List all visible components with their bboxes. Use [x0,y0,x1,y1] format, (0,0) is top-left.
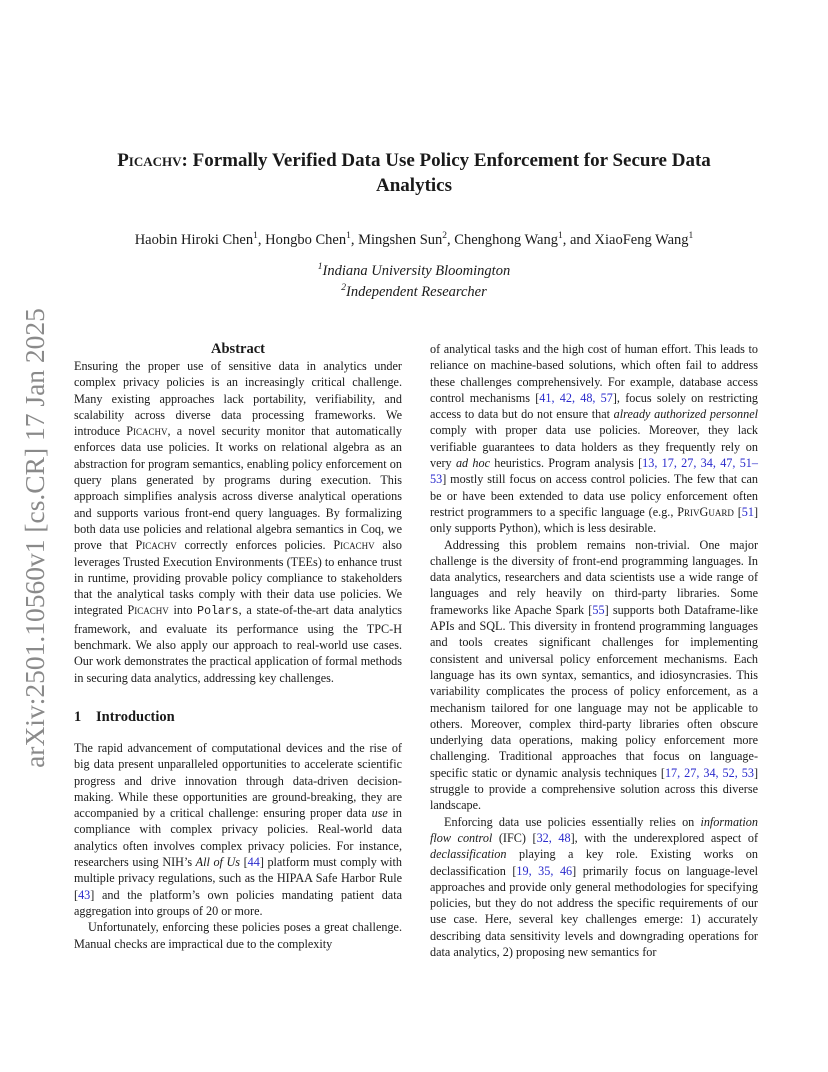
paper-title [80,148,748,198]
citation-link[interactable]: 13, 17, 27, 34, 47, 51–53 [430,456,758,487]
body-paragraph: Enforcing data use policies essentially relies on information flow control (IFC) [32, 48], with the underexplored aspect of declassification playing a key role. Existing works on declassification [19, 35, 46] primarily focus on language-level approaches and provide only general methodologies for specifying policies, but they do not address the specific requirements of our use case. Here, several key challenges emerge: 1) accurately describing data sensitivity levels and downgrading operations for data analytics, 2) proposing new semantics for [430,814,759,959]
intro-paragraph-2: Unfortunately, enforcing these policies poses a great challenge. Manual checks are impractical due to the complexity [74,920,402,951]
author-affiliation-mark: 1 [253,231,258,242]
author: Haobin Hiroki Chen [134,232,254,248]
affiliation-number: 2 [341,283,346,294]
author-affiliation-mark: 1 [346,231,351,242]
left-column [74,341,402,952]
arxiv-identifier: arXiv:2501.10560v1 [cs.CR] 17 Jan 2025 [19,308,50,768]
citation-link[interactable]: 32, 48 [536,830,571,845]
right-column [430,341,758,960]
author-separator: , [350,232,359,248]
system-name: Picachv [117,150,182,171]
citation-link[interactable]: 19, 35, 46 [516,863,573,878]
author: XiaoFeng Wang [594,232,689,248]
citation-link[interactable]: 41, 42, 48, 57 [539,390,613,405]
author-separator: , [447,232,455,248]
affiliation [80,261,748,281]
body-paragraph: of analytical tasks and the high cost of human effort. This leads to reliance on machine-based solutions, which often fail to address these challenges comprehensively. For example, database access control mechanisms [41, 42, 48, 57], focus solely on restricting access to data but do not ensure that already authorized personnel comply with proper data use policies. Moreover, they lack verifiable guarantees to data holders as they frequently rely on very ad hoc heuristics. Program analysis [13, 17, 27, 34, 47, 51–53] mostly still focus on access control policies. The few that can be or have been extended to data use policy enforcement often restrict programmers to a specific language (e.g., PrivGuard [51] only supports Python), which is less desirable. [430,342,759,536]
citation-link[interactable]: 55 [592,602,605,617]
abstract-paragraph: Ensuring the proper use of sensitive data in analytics under complex privacy policies is an increasingly critical challenge. Many existing approaches lack portability, verifiability, and scalability across diverse data processing frameworks. We introduce Picachv, a novel security monitor that automatically enforces data use policies. It works on relational algebra as an abstraction for program semantics, enabling policy enforcement on query plans generated by programs during execution. This approach simplifies analysis across diverse analytical operations and supports various front-end query languages. By formalizing both data use policies and relational algebra semantics in Coq, we prove that Picachv correctly enforces policies. Picachv also leverages Trusted Execution Environments (TEEs) to enhance trust in runtime, providing provable policy compliance to stakeholders that the analytical tasks comply with their data use policies. We integrated Picachv into Polars, a state-of-the-art data analytics framework, and evaluate its performance using the TPC-H benchmark. We also apply our approach to real-world use cases. Our work demonstrates the practical application of formal methods in securing data analytics, addressing key challenges. [74,359,403,685]
author-separator: , and [562,232,595,248]
author: Mingshen Sun [358,232,443,248]
body-paragraph: Addressing this problem remains non-trivial. One major challenge is the diversity of front-end programming languages. In data analytics, researchers and data scientists use a wide range of languages and rely heavily on third-party libraries. Some frameworks like Apache Spark [55] supports both Dataframe-like APIs and SQL. This diversity in frontend programming languages and tools creates significant challenges for implementing consistent and universal policy enforcement mechanisms. Each language has its own syntax, semantics, and idiosyncrasies. This variability complicates the process of policy enforcement, as a mechanism tailored for one language may not be applicable to others. Moreover, complex third-party libraries often obscure underlying data operations, making policy enforcement more challenging. Traditional approaches that focus on language-specific static or dynamic analysis techniques [17, 27, 34, 52, 53] struggle to provide a comprehensive solution across this diverse landscape. [430,537,758,813]
affiliation-name: Indiana University Bloomington [322,263,511,279]
affiliation-number: 1 [317,262,323,273]
affiliation-name: Independent Researcher [345,284,487,300]
author-affiliation-mark: 1 [557,231,563,242]
author-separator: , [257,232,266,248]
intro-paragraph-1: The rapid advancement of computational devices and the rise of big data present unparalleled opportunities to accelerate scientific progress and drive innovation through data-driven decision-making. While these opportunities are ground-breaking, they are accompanied by a critical challenge: ensuring proper data use in compliance with complex privacy policies. Real-world data analytics often involves complex privacy policies. For instance, researchers using NIH’s All of Us [44] platform must comply with multiple privacy regulations, such as the HIPAA Safe Harbor Rule [43] and the platform’s own policies mandating patient data aggregation into groups of 20 or more. [74,740,403,918]
section-heading-introduction [74,708,402,726]
title-line-2: Analytics [376,175,452,196]
author: Hongbo Chen [265,232,347,248]
author-affiliation-mark: 2 [442,231,448,242]
citation-link[interactable]: 17, 27, 34, 52, 53 [664,765,754,780]
section-number: 1 [74,708,82,725]
section-title: Introduction [96,708,175,725]
citation-link[interactable]: 43 [78,887,91,902]
citation-link[interactable]: 51 [741,504,754,519]
author: Chenghong Wang [454,232,558,248]
author-list [40,230,788,250]
abstract-heading: Abstract [211,341,265,357]
author-affiliation-mark: 1 [688,231,694,242]
affiliation [80,282,748,302]
title-line-1: : Formally Verified Data Use Policy Enforcement for Secure Data [181,150,711,171]
citation-link[interactable]: 44 [247,855,260,870]
